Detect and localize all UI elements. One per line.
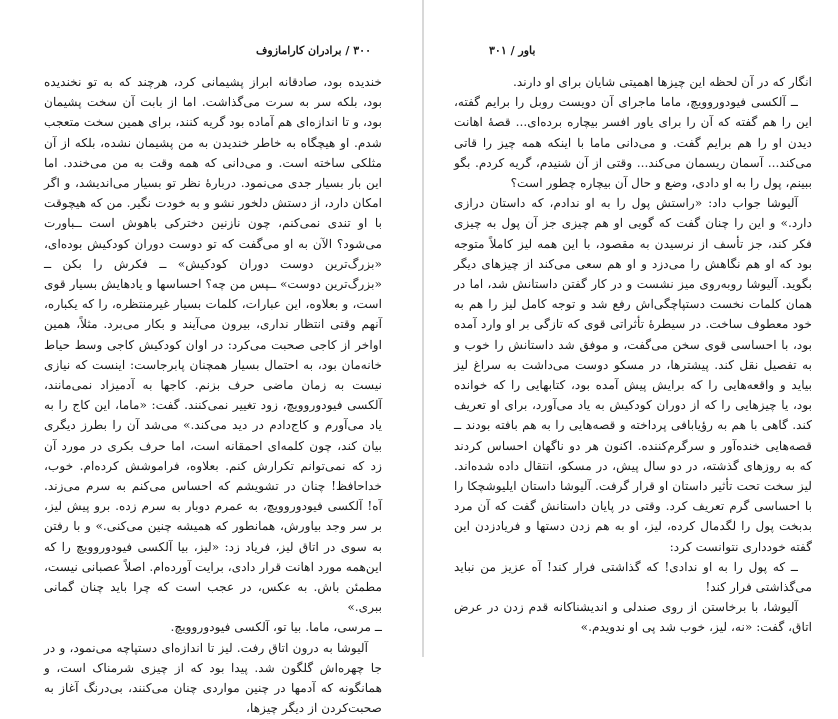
paragraph: ــ آلکسی فیودوروویچ، ماما ماجرای آن دویست روبل را برایم گفته، این را هم گفته که آن را برای یاور افسر بیچاره برده‌ای... قصهٔ اهانت دیدن او را هم برایم گفت. و می‌دانی ماما با اینکه همه چیز را قاتی می‌کند... آسمان ریسمان می‌کند... وقتی از آن شنیدم، گریه کردم. بگو ببینم، پول را به او دادی، وضع و حال آن بیچاره چطور است؟ <box>454 95 812 191</box>
left-page-text <box>44 72 382 719</box>
right-page <box>424 0 838 657</box>
paragraph: خندیده بود، صادقانه ابراز پشیمانی کرد، هرچند که به تو نخندیده بود، بلکه سر به سرت می‌گذاشت. اما از بابت آن سخت پشیمان بود، و تا اندازه‌ای هم آماده بود گریه کنند، برای همین سخت متعجب شدم. او هیچگاه به خاطر خندیدن به من پشیمان نشده، بلکه از آن مثلکی ساخته است. و می‌دانی که همه وقت به من می‌خندد. اما این بار بسیار جدی می‌نمود. دربارهٔ نظر تو بسیار می‌اندیشد، و اگر امکان دارد، از دستش دلخور نشو و به خودت نگیر. من که هیچوقت با او تندی نمی‌کنم، چون نازنین دخترکی باهوش است ــباورت می‌شود؟ الآن به او می‌گفت که تو دوست دوران کودکیش بوده‌ای، «بزرگ‌ترین دوست دوران کودکیش» ــ فکرش را بکن ــ «بزرگ‌ترین دوست» ــپس من چه؟ احساسها و یادهایش بسیار قوی است، و بعلاوه، این عبارات، کلمات بسیار غیرمنتظره، را که یکباره، آنهم وقتی انتظار نداری، بیرون می‌آیند و بکار می‌برد. مثلاً، همین اواخر از کاجی صحبت می‌کرد: در اوان کودکیش کاجی وسط حیاط خانه‌مان بود، به احتمال بسیار همچنان پابرجاست: اینست که نیازی نیست به زمان ماضی حرف بزنم. کاجها به آدمیزاد نمی‌مانند، آلکسی فیودوروویچ، زود تغییر نمی‌کنند. گفت: «ماما، این کاج را به یاد می‌آورم و کاج‌دادم در دید می‌کند.» می‌شد آن را بطرز دیگری بیان کند، چون کلمه‌ای احمقانه است، اما حرف بکری در مورد آن زد که نمی‌توانم تکرارش کنم. بعلاوه، فراموشش کرده‌ام. خوب، خداحافظ! چنان در تشویشم که احساس می‌کنم به سرم می‌زند. آه! آلکسی فیودوروویچ، به عمرم دوبار به سرم زده. برو پیش لیز، بر سر وجد بیاورش، همانطور که همیشه چنین می‌کنی.» و با رفتن به سوی در اتاق لیز، فریاد زد: «لیز، بیا آلکسی فیودوروویچ را که این‌همه مورد اهانت قرار دادی، برایت آورده‌ام. اصلاً عصبانی نیست، مطمئن باش. به عکس، در عجب است که چرا باید چنان گمانی ببری.» <box>44 75 382 615</box>
paragraph: انگار که در آن لحظه این چیزها اهمیتی شایان برای او دارند. <box>513 75 812 89</box>
paragraph: آلیوشا، با برخاستن از روی صندلی و اندیشناکانه قدم زدن در عرض اتاق، گفت: «نه، لیز، خوب شد پی او ندویدم.» <box>454 600 812 635</box>
paragraph: ــ که پول را به او ندادی! که گذاشتی فرار کند! آه عزیز من نباید می‌گذاشتی فرار کند! <box>454 559 812 595</box>
left-page-header: ۳۰۰ / برادران کارامازوف <box>256 44 371 57</box>
paragraph: آلیوشا جواب داد: «راستش پول را به او ندادم، که داستان درازی دارد.» و این را چنان گفت که گویی او هم چیزی جز آن پول به چیزی فکر کند، جز تأسف از نرسیدن به مقصود، با این همه لیز کاملاً متوجه بود که او هم نگاهش را می‌دزد و او هم سعی می‌کند از چیزهای دیگر بگوید. آلیوشا روبه‌روی میز نشست و در کار گفتن داستانش شد، اما در همان کلمات نخست دستپاچگی‌اش رفع شد و توجه کامل لیز را هم به خود معطوف ساخت. در سیطرهٔ تأثراتی قوی که تازگی بر او وارد آمده بود، با احساسی قوی سخن می‌گفت، و موفق شد داستانش را خوب و به تفصیل نقل کند. پیشترها، در مسکو دوست می‌داشت به سراغ لیز بیاید و واقعه‌هایی را که برایش پیش آمده بود، کتابهایی را که خوانده بود، یا چیزهایی را که از دوران کودکیش به یاد می‌آورد، برای او تعریف کند. گاهی با هم به رؤیابافی پرداخته و قصه‌هایی را به هم بافته بودند ــ قصه‌هایی خنده‌آور و سرگرم‌کننده. اکنون هر دو ناگهان احساس کردند که به روزهای گذشته، در دو سال پیش، در مسکو، انتقال داده شده‌اند. لیز سخت تحت تأثیر داستان او قرار گرفت. آلیوشا داستان ایلیوشچکا را با احساسی گرم تعریف کرد. وقتی در پایان داستانش گفت که آن مرد بدبخت پول را لگدمال کرده، لیز، او به هم زدن دستها و فریادزدن این گفته خودداری نتوانست کرد: <box>454 196 812 554</box>
right-page-header: باور / ۳۰۱ <box>489 44 536 57</box>
right-page-text <box>454 72 812 638</box>
paragraph: ــ مرسی، ماما. بیا تو، آلکسی فیودوروویچ. <box>170 620 382 635</box>
paragraph: آلیوشا به درون اتاق رفت. لیز تا اندازه‌ای دستپاچه می‌نمود، و در جا چهره‌اش گلگون شد. پیدا بود که از چیزی شرمناک است، و همانگونه که آدمها در چنین مواردی چنان می‌کنند، بی‌درنگ آغاز به صحبت‌کردن از دیگر چیزها، <box>44 640 382 716</box>
